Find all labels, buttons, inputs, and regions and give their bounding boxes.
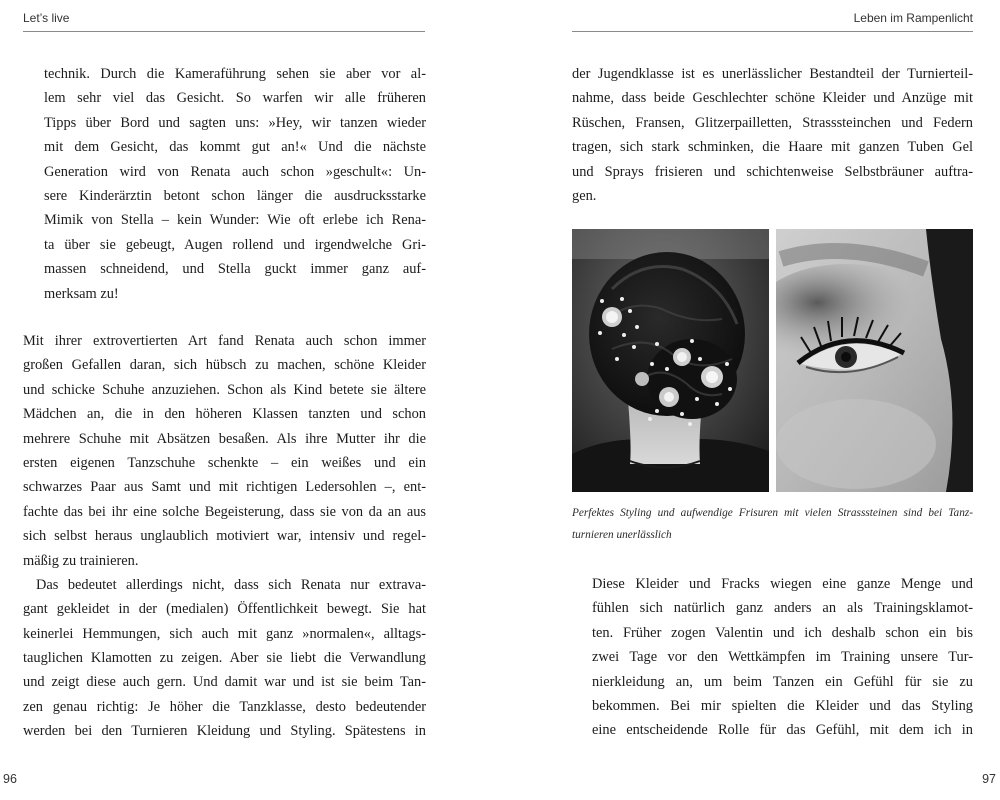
text-line: Rüschen, Fransen, Glitzerpailletten, Strasssteinchen und Federn bbox=[572, 114, 973, 131]
text-line: nahme, dass beide Geschlechter schöne Kleider und Anzüge mit bbox=[572, 90, 973, 107]
right-top-paragraph bbox=[572, 62, 973, 208]
text-line: Generation wird von Renata auch schon »geschult«: Un- bbox=[44, 163, 426, 180]
text-line: werden bei den Turnieren Kleidung und Styling. Spätestens in bbox=[23, 723, 426, 740]
text-line: lem sehr viel das Gesicht. So warfen wir alle früheren bbox=[44, 90, 426, 107]
text-line: Das bedeutet allerdings nicht, dass sich Renata nur extrava- bbox=[36, 576, 426, 593]
page-number-left: 96 bbox=[3, 772, 17, 786]
photo-caption bbox=[572, 502, 973, 546]
running-head-right: Leben im Rampenlicht bbox=[853, 11, 973, 25]
text-line: Mimik von Stella – kein Wunder: Wie oft erlebe ich Rena- bbox=[44, 212, 426, 229]
text-line: mäßig zu trainieren. bbox=[23, 552, 139, 569]
text-line: tragen, sich stark schminken, die Haare mit ganzen Tuben Gel bbox=[572, 139, 973, 156]
right-page bbox=[500, 0, 1000, 800]
text-line: fühlen sich natürlich ganz anders an als Trainingsklamot- bbox=[592, 600, 973, 617]
text-line: Tipps über Bord und sagten uns: »Hey, wir tanzen wieder bbox=[44, 114, 426, 131]
text-line: gen. bbox=[572, 187, 597, 204]
hairstyle-photo bbox=[572, 229, 769, 492]
text-line: nierkleidung an, um beim Tanzen ein Gefühl für sie zu bbox=[592, 673, 973, 690]
left-body-text bbox=[23, 329, 426, 744]
photo-pair bbox=[572, 229, 973, 492]
text-line: tauglichen Klamotten zu zeigen. Aber sie liebt die Verwandlung bbox=[23, 650, 426, 667]
page-number-right: 97 bbox=[982, 772, 996, 786]
text-line: und zeigt diese auch gern. Und damit war und ist sie beim Tan- bbox=[23, 674, 426, 691]
text-line: technik. Durch die Kameraführung sehen sie aber vor al- bbox=[44, 66, 426, 82]
header-rule-left bbox=[23, 31, 425, 32]
text-line: der Jugendklasse ist es unerlässlicher Bestandteil der Turnierteil- bbox=[572, 66, 973, 82]
text-line: ersten eigenen Tanzschuhe schenkte – ein weißes und ein bbox=[23, 454, 426, 471]
text-line: und schicke Schuhe anzuziehen. Schon als Kind betete sie ältere bbox=[23, 381, 426, 398]
text-line: ta über sie gebeugt, Augen rollend und irgendwelche Gri- bbox=[44, 236, 426, 253]
text-line: Mädchen an, die in den höheren Klassen tanzten und schon bbox=[23, 406, 426, 423]
running-head-left: Let’s live bbox=[23, 11, 70, 25]
header-rule-right bbox=[572, 31, 973, 32]
text-line: eine entscheidende Rolle für das Gefühl, mit dem ich in bbox=[592, 722, 973, 739]
text-line: gant gekleidet in der (medialen) Öffentlichkeit bewegt. Sie hat bbox=[23, 601, 426, 618]
text-line: Diese Kleider und Fracks wiegen eine ganze Menge und bbox=[592, 576, 973, 592]
caption-line: Perfektes Styling und aufwendige Frisuren mit vielen Strasssteinen sind bei Tanz- bbox=[572, 507, 973, 519]
text-line: sich selbst heraus unglaublich motiviert war, intensiv und regel- bbox=[23, 528, 426, 545]
text-line: massen schneidend, und Stella guckt immer ganz auf- bbox=[44, 261, 426, 278]
text-line: sere Kinderärztin betont schon länger die ausdrucksstarke bbox=[44, 187, 426, 204]
eye-makeup-photo bbox=[776, 229, 973, 492]
text-line: ten. Früher zogen Valentin und ich deshalb schon ein bis bbox=[592, 624, 973, 641]
left-indented-paragraph bbox=[44, 62, 426, 306]
text-line: bekommen. Bei mir spielten die Kleider und das Styling bbox=[592, 697, 973, 714]
right-bottom-paragraph bbox=[592, 572, 973, 743]
text-line: und Sprays frisieren und schichtenweise Selbstbräuner auftra- bbox=[572, 163, 973, 180]
text-line: merksam zu! bbox=[44, 285, 119, 302]
text-line: keinerlei Hemmungen, sich auch mit ganz »normalen«, alltags- bbox=[23, 625, 426, 642]
text-line: großen Gefallen daran, sich hübsch zu machen, schöne Kleider bbox=[23, 357, 426, 374]
text-line: fachte das bei ihr eine solche Begeisterung, dass sie von da an aus bbox=[23, 503, 426, 520]
text-line: mehrere Schuhe mit Absätzen besaßen. Als ihre Mutter ihr die bbox=[23, 430, 426, 447]
text-line: schwarzes Paar aus Samt und mit richtigen Ledersohlen –, ent- bbox=[23, 479, 426, 496]
text-line: Mit ihrer extrovertierten Art fand Renata auch schon immer bbox=[23, 333, 426, 349]
text-line: zwei Tage vor den Wettkämpfen im Training unsere Tur- bbox=[592, 649, 973, 666]
text-line: zen genau richtig: Je höher die Tanzklasse, desto bedeutender bbox=[23, 698, 426, 715]
text-line: mit dem Gesicht, das kommt gut an!« Und die nächste bbox=[44, 139, 426, 156]
caption-line: turnieren unerlässlich bbox=[572, 529, 672, 541]
